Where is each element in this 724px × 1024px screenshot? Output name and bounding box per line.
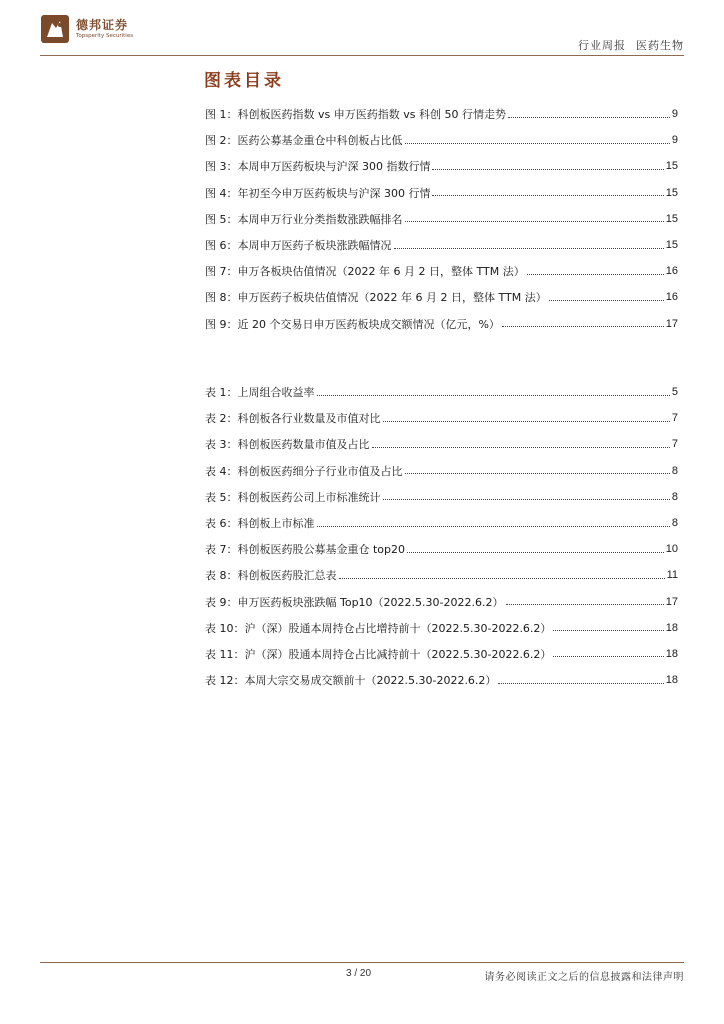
figure-entry-label: 图 8：申万医药子板块估值情况（2022 年 6 月 2 日，整体 TTM 法） (205, 291, 547, 305)
figure-entry[interactable] (205, 206, 678, 232)
table-entry-label: 表 4：科创板医药细分子行业市值及占比 (205, 464, 403, 478)
figure-entry[interactable] (205, 232, 678, 258)
dot-leader (383, 499, 670, 500)
figure-entry[interactable] (205, 284, 678, 310)
table-entry-page: 7 (671, 438, 678, 451)
table-entry[interactable] (205, 458, 678, 484)
dot-leader (405, 221, 664, 222)
dot-leader (394, 248, 664, 249)
report-type: 行业周报 (578, 39, 626, 52)
logo-english-name: Topsperity Securities (76, 33, 134, 39)
figure-entry-label: 图 3：本周申万医药板块与沪深 300 指数行情 (205, 160, 431, 174)
figure-entry-page: 15 (665, 160, 678, 173)
table-entry[interactable] (205, 615, 678, 641)
table-entry-label: 表 1：上周组合收益率 (205, 386, 315, 400)
figure-entry-label: 图 9：近 20 个交易日申万医药板块成交额情况（亿元，%） (205, 317, 500, 331)
header-category (578, 37, 684, 53)
table-entry-page: 18 (665, 621, 678, 634)
dot-leader (372, 447, 670, 448)
page-number: 3 / 20 (346, 968, 372, 979)
figure-entry-page: 16 (665, 265, 678, 278)
dot-leader (432, 195, 663, 196)
figure-entry-label: 图 1：科创板医药指数 vs 申万医药指数 vs 科创 50 行情走势 (205, 108, 506, 122)
header-divider (40, 55, 684, 56)
figure-entry-label: 图 7：申万各板块估值情况（2022 年 6 月 2 日，整体 TTM 法） (205, 265, 525, 279)
logo-emblem-icon (40, 14, 70, 44)
figure-entry[interactable] (205, 101, 678, 127)
table-entry[interactable] (205, 589, 678, 615)
sector-name: 医药生物 (636, 39, 684, 52)
table-entry-label: 表 11：沪（深）股通本周持仓占比减持前十（2022.5.30-2022.6.2） (205, 647, 552, 661)
table-entry[interactable] (205, 379, 678, 405)
table-entry-label: 表 5：科创板医药公司上市标准统计 (205, 490, 381, 504)
table-entry-page: 10 (665, 543, 678, 556)
logo-chinese-name: 德邦证券 (76, 18, 129, 32)
dot-leader (317, 395, 670, 396)
table-entry-label: 表 2：科创板各行业数量及市值对比 (205, 412, 381, 426)
dot-leader (432, 169, 663, 170)
table-entry[interactable] (205, 641, 678, 667)
table-entry-label: 表 9：申万医药板块涨跌幅 Top10（2022.5.30-2022.6.2） (205, 595, 504, 609)
table-entry-label: 表 10：沪（深）股通本周持仓占比增持前十（2022.5.30-2022.6.2） (205, 621, 552, 635)
table-entry-label: 表 12：本周大宗交易成交额前十（2022.5.30-2022.6.2） (205, 674, 497, 688)
dot-leader (383, 421, 670, 422)
footer-divider (40, 962, 684, 963)
dot-leader (498, 683, 663, 684)
dot-leader (339, 578, 665, 579)
figure-entry-page: 16 (665, 291, 678, 304)
dot-leader (407, 552, 664, 553)
dot-leader (405, 143, 670, 144)
table-entry-label: 表 6：科创板上市标准 (205, 517, 315, 531)
table-entry-page: 11 (666, 569, 678, 582)
figure-entry[interactable] (205, 153, 678, 179)
figure-entry-page: 9 (671, 108, 678, 121)
page-title: 图表目录 (204, 71, 284, 91)
dot-leader (508, 117, 670, 118)
figure-entry-page: 9 (671, 134, 678, 147)
footer-disclaimer: 请务必阅读正文之后的信息披露和法律声明 (484, 972, 684, 983)
dot-leader (405, 473, 670, 474)
table-entry-label: 表 7：科创板医药股公募基金重仓 top20 (205, 543, 406, 557)
figure-entry-page: 15 (665, 239, 678, 252)
table-entry-page: 18 (665, 647, 678, 660)
table-entry[interactable] (205, 536, 678, 562)
table-entry[interactable] (205, 562, 678, 588)
table-entry[interactable] (205, 484, 678, 510)
table-entry-page: 5 (671, 386, 678, 399)
figure-entry[interactable] (205, 180, 678, 206)
figure-entry[interactable] (205, 311, 678, 337)
table-entry-label: 表 8：科创板医药股汇总表 (205, 569, 337, 583)
table-entry-page: 7 (671, 412, 678, 425)
table-entry[interactable] (205, 667, 678, 693)
table-entry-page: 8 (671, 517, 678, 530)
figure-entry-label: 图 4：年初至今申万医药板块与沪深 300 行情 (205, 186, 431, 200)
table-entry-page: 17 (665, 595, 678, 608)
table-list (205, 379, 678, 693)
figure-entry-page: 15 (665, 212, 678, 225)
table-entry[interactable] (205, 431, 678, 457)
dot-leader (549, 300, 664, 301)
figure-entry-label: 图 2：医药公募基金重仓中科创板占比低 (205, 134, 403, 148)
figure-entry[interactable] (205, 258, 678, 284)
table-entry[interactable] (205, 510, 678, 536)
dot-leader (502, 326, 664, 327)
dot-leader (553, 630, 663, 631)
table-entry-page: 18 (665, 674, 678, 687)
figure-entry-page: 17 (665, 317, 678, 330)
table-entry[interactable] (205, 405, 678, 431)
dot-leader (317, 526, 670, 527)
figure-entry-label: 图 6：本周申万医药子板块涨跌幅情况 (205, 239, 392, 253)
dot-leader (506, 604, 664, 605)
table-entry-page: 8 (671, 490, 678, 503)
figure-list (205, 101, 678, 337)
figure-entry[interactable] (205, 127, 678, 153)
company-logo (40, 14, 133, 44)
figure-entry-page: 15 (665, 186, 678, 199)
dot-leader (527, 274, 664, 275)
figure-entry-label: 图 5：本周申万行业分类指数涨跌幅排名 (205, 212, 403, 226)
dot-leader (553, 656, 663, 657)
table-entry-page: 8 (671, 464, 678, 477)
table-entry-label: 表 3：科创板医药数量市值及占比 (205, 438, 370, 452)
